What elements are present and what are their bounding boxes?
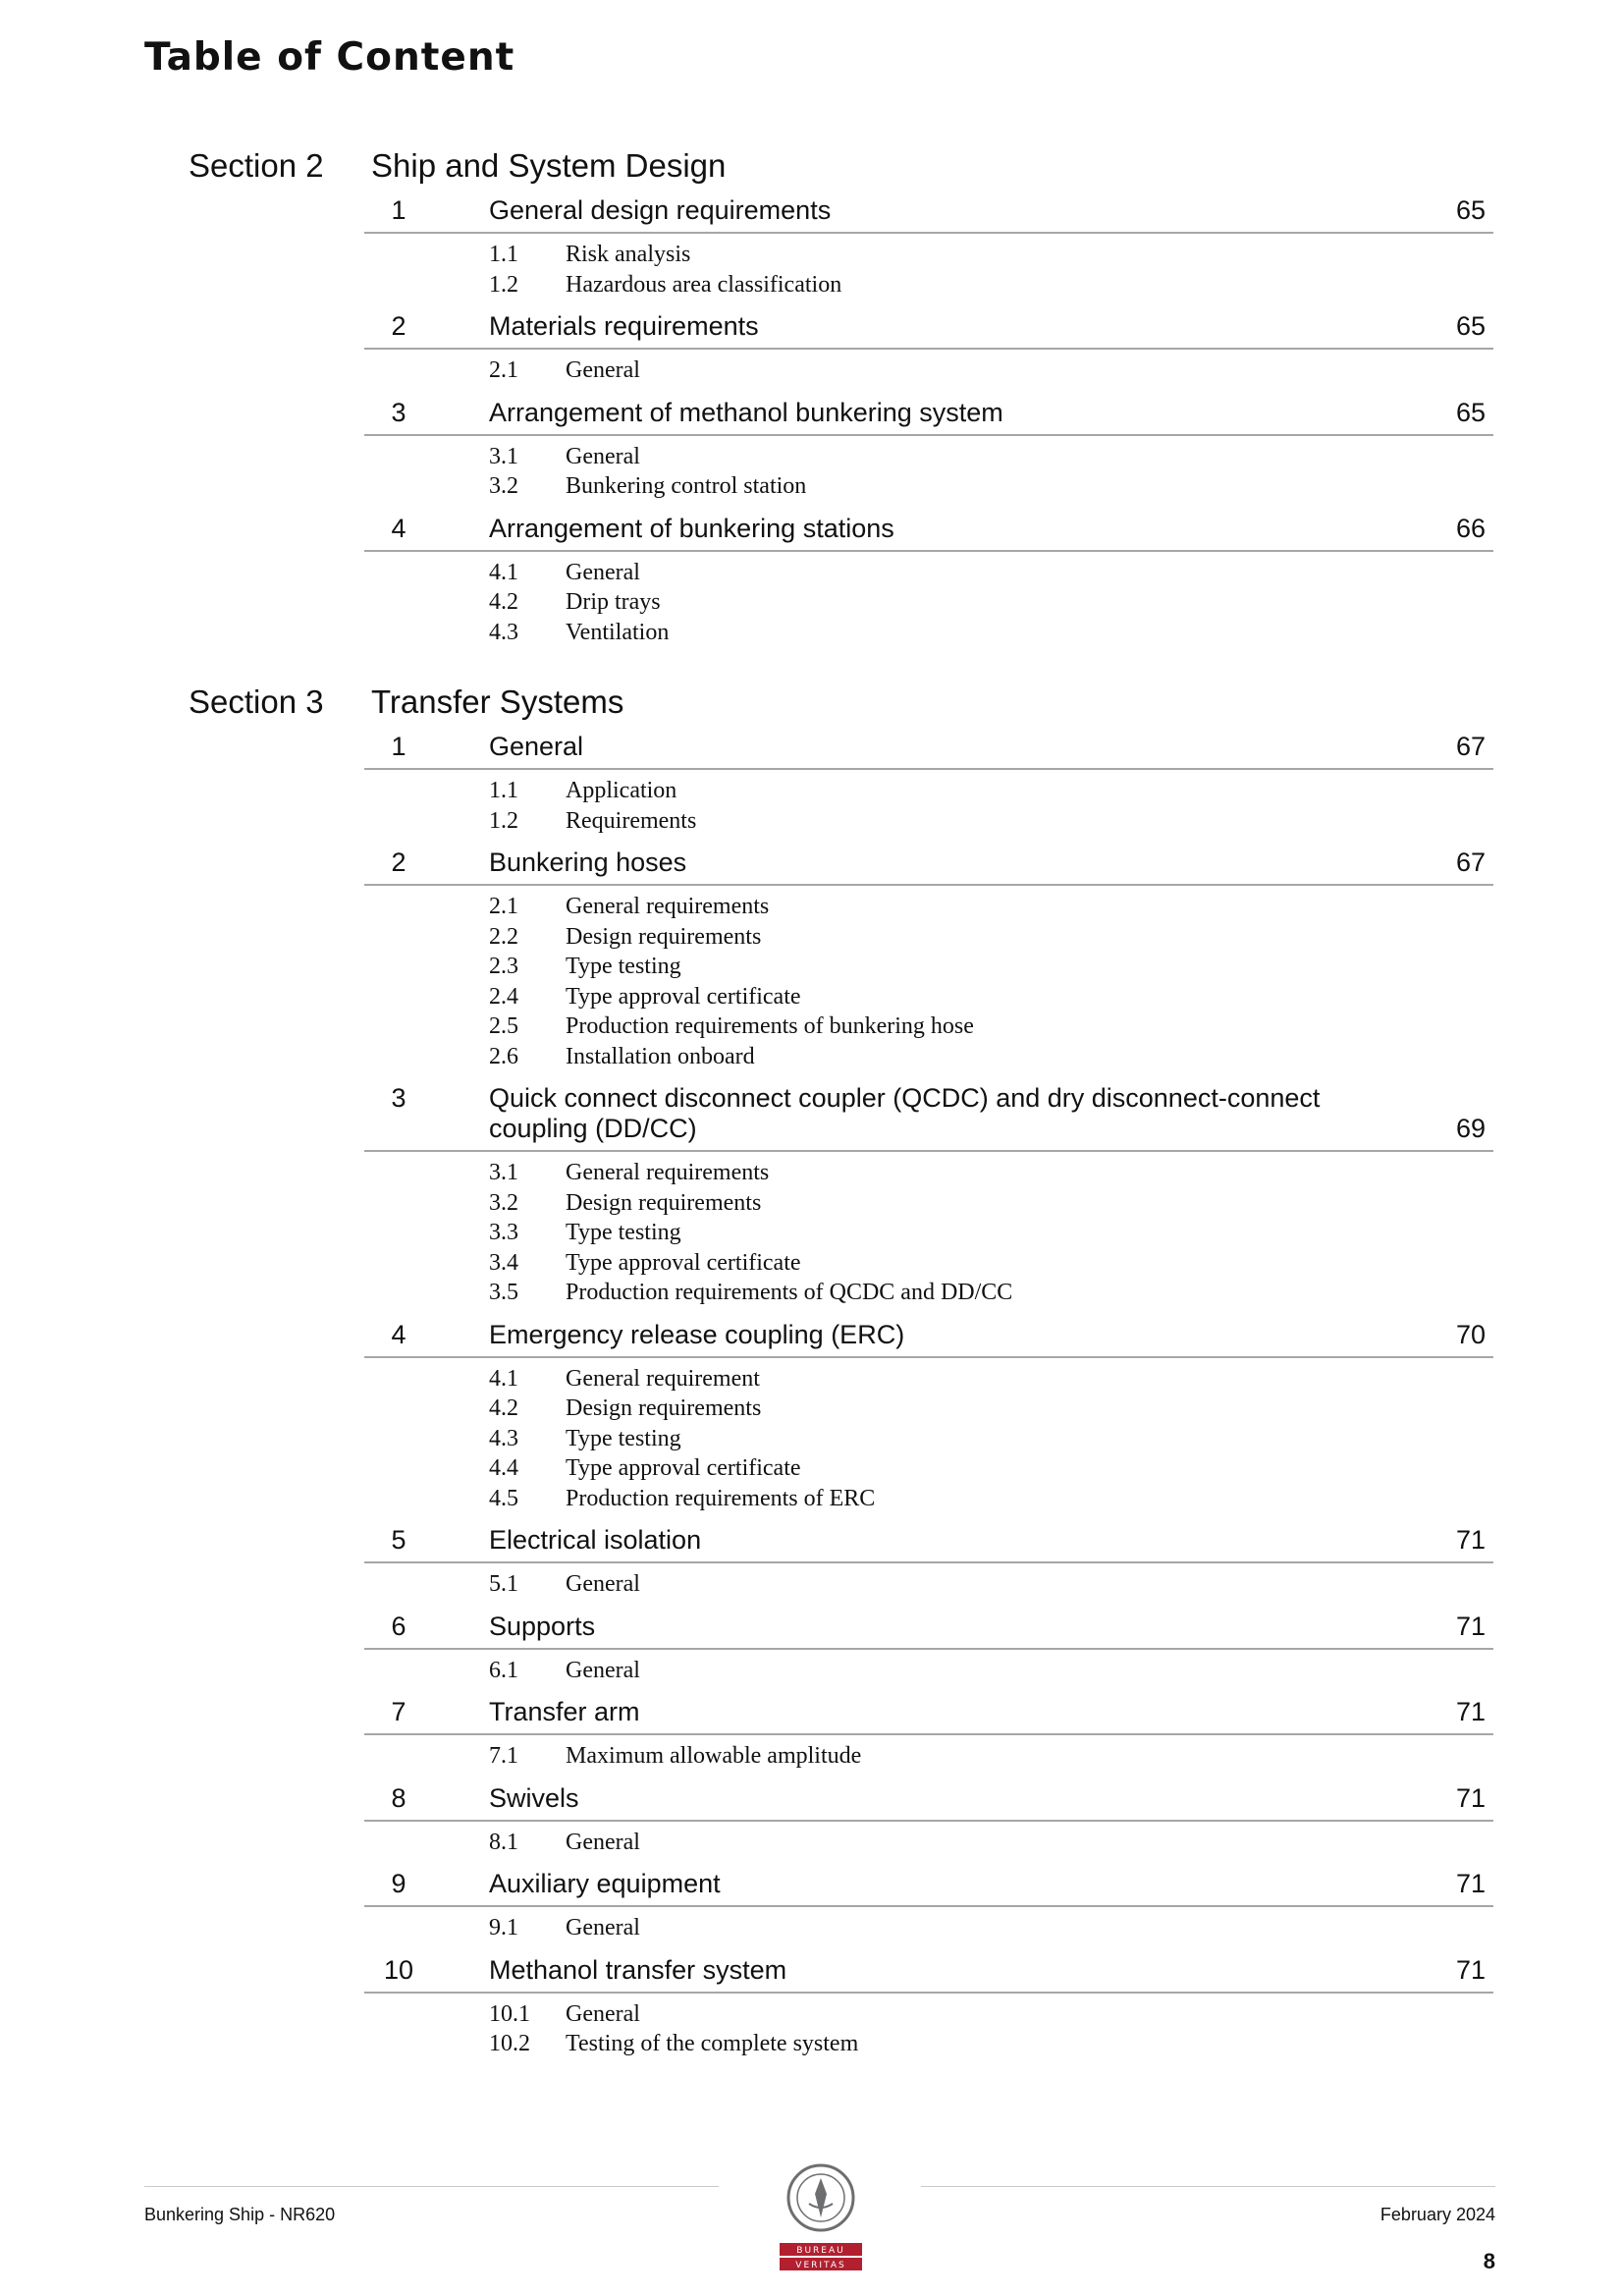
subsection-item[interactable]: [489, 1484, 1493, 1514]
subsection-number: 4.5: [489, 1485, 518, 1511]
subsection-title: Production requirements of bunkering hose: [566, 1013, 974, 1039]
article-heading[interactable]: [364, 398, 1493, 436]
article-page-number[interactable]: 71: [1455, 1611, 1486, 1641]
article-page-number[interactable]: 71: [1455, 1782, 1486, 1813]
subsection-number: 1.1: [489, 778, 518, 803]
article-number: 8: [391, 1782, 406, 1813]
subsection-item[interactable]: [489, 240, 1493, 270]
article-number: 3: [391, 397, 406, 427]
subsection-number: 2.3: [489, 954, 518, 979]
article-title[interactable]: Electrical isolation: [489, 1525, 702, 1555]
subsection-title: Type testing: [566, 1220, 681, 1245]
subsection-number: 1.2: [489, 271, 518, 298]
article-heading[interactable]: [364, 1955, 1493, 1994]
subsection-number: 4.2: [489, 1395, 518, 1421]
toc-article: [364, 1783, 1493, 1870]
article-number: 7: [391, 1697, 406, 1726]
subsection-title: Production requirements of ERC: [566, 1485, 876, 1511]
article-number: 2: [391, 847, 406, 877]
subsection-number: 7.1: [489, 1743, 518, 1769]
article-page-number[interactable]: 65: [1455, 195, 1486, 225]
page-number: 8: [1483, 2249, 1495, 2273]
subsection-number: 4.3: [489, 619, 518, 645]
article-number: 1: [391, 195, 406, 225]
article-title[interactable]: Quick connect disconnect coupler (QCDC) and dry disconnect-connect coupling (DD/CC): [489, 1083, 1321, 1143]
toc-article: [364, 398, 1493, 514]
article-page-number[interactable]: 69: [1455, 1114, 1486, 1143]
subsection-number: 3.5: [489, 1280, 518, 1305]
subsection-item[interactable]: [489, 587, 1493, 618]
subsection-number: 2.4: [489, 983, 518, 1010]
subsection-list: [364, 770, 1493, 847]
subsection-number: 4.2: [489, 589, 518, 615]
article-number: 3: [391, 1083, 406, 1113]
subsection-number: 2.6: [489, 1043, 518, 1069]
article-title[interactable]: Transfer arm: [489, 1697, 640, 1726]
article-number: 4: [391, 1319, 406, 1349]
bureau-veritas-logo: [772, 2157, 870, 2274]
subsection-item[interactable]: [489, 922, 1493, 953]
article-heading[interactable]: [364, 311, 1493, 350]
subsection-number: 9.1: [489, 1915, 518, 1941]
subsection-number: 3.2: [489, 473, 518, 499]
subsection-number: 5.1: [489, 1571, 518, 1597]
subsection-title: General requirements: [566, 1160, 770, 1185]
subsection-number: 2.2: [489, 923, 518, 950]
subsection-item[interactable]: [489, 471, 1493, 502]
subsection-item[interactable]: [489, 776, 1493, 806]
article-title[interactable]: Methanol transfer system: [489, 1954, 787, 1985]
subsection-title: Design requirements: [566, 923, 762, 950]
subsection-number: 3.1: [489, 443, 518, 469]
subsection-number: 2.5: [489, 1013, 518, 1039]
subsection-number: 1.1: [489, 242, 518, 267]
subsection-number: 4.1: [489, 1365, 518, 1392]
toc-article: [364, 195, 1493, 311]
section-header: [0, 142, 1623, 195]
toc-article: [364, 1320, 1493, 1526]
subsection-list: [364, 552, 1493, 660]
article-title[interactable]: Arrangement of bunkering stations: [489, 513, 894, 543]
subsection-title: Maximum allowable amplitude: [566, 1743, 862, 1769]
toc-article: [364, 1697, 1493, 1783]
article-heading[interactable]: [364, 732, 1493, 770]
subsection-number: 10.1: [489, 2000, 530, 2027]
article-title[interactable]: Swivels: [489, 1782, 579, 1813]
subsection-item[interactable]: [489, 982, 1493, 1012]
article-number: 1: [391, 732, 406, 761]
subsection-list: [364, 1735, 1493, 1783]
subsection-title: General: [566, 1829, 640, 1855]
subsection-item[interactable]: [489, 1569, 1493, 1600]
article-page-number[interactable]: 67: [1455, 847, 1486, 877]
subsection-item[interactable]: [489, 355, 1493, 386]
article-page-number[interactable]: 65: [1455, 311, 1486, 341]
subsection-list: [364, 1563, 1493, 1612]
toc-article: [364, 514, 1493, 660]
subsection-list: [364, 1907, 1493, 1955]
subsection-title: Application: [566, 778, 677, 803]
subsection-item[interactable]: [489, 1364, 1493, 1394]
article-title[interactable]: General design requirements: [489, 195, 832, 225]
article-page-number[interactable]: 65: [1455, 397, 1486, 427]
section-label: Section 3: [189, 683, 324, 720]
subsection-number: 4.1: [489, 559, 518, 585]
article-number: 5: [391, 1525, 406, 1555]
article-heading[interactable]: [364, 1869, 1493, 1907]
subsection-item[interactable]: [489, 1158, 1493, 1188]
subsection-title: Installation onboard: [566, 1043, 755, 1069]
subsection-title: Testing of the complete system: [566, 2031, 859, 2056]
subsection-item[interactable]: [489, 1218, 1493, 1248]
subsection-list: [364, 436, 1493, 514]
article-page-number[interactable]: 67: [1455, 732, 1486, 761]
article-number: 10: [383, 1954, 414, 1985]
subsection-item[interactable]: [489, 1913, 1493, 1943]
subsection-title: General: [566, 1915, 640, 1941]
subsection-number: 3.3: [489, 1220, 518, 1245]
subsection-item[interactable]: [489, 1656, 1493, 1686]
subsection-item[interactable]: [489, 1248, 1493, 1279]
svg-text:VERITAS: VERITAS: [795, 2261, 846, 2270]
subsection-item[interactable]: [489, 2029, 1493, 2059]
toc-article: [364, 311, 1493, 398]
article-heading[interactable]: [364, 514, 1493, 552]
article-title[interactable]: Materials requirements: [489, 311, 759, 341]
subsection-item[interactable]: [489, 558, 1493, 588]
article-number: 2: [391, 311, 406, 341]
subsection-list: [364, 234, 1493, 311]
subsection-title: Type approval certificate: [566, 983, 801, 1010]
subsection-list: [364, 1994, 1493, 2071]
article-page-number[interactable]: 71: [1455, 1525, 1486, 1555]
article-heading[interactable]: [364, 847, 1493, 886]
subsection-title: Drip trays: [566, 589, 661, 615]
footer-divider-right: [921, 2186, 1495, 2187]
article-title[interactable]: Bunkering hoses: [489, 847, 687, 877]
article-page-number[interactable]: 70: [1455, 1319, 1486, 1349]
toc-section: [0, 679, 1623, 2071]
article-number: 9: [391, 1869, 406, 1898]
subsection-item[interactable]: [489, 892, 1493, 922]
toc-article: [364, 1083, 1493, 1320]
subsection-item[interactable]: [489, 1278, 1493, 1308]
article-heading[interactable]: [364, 1320, 1493, 1358]
article-heading[interactable]: [364, 1612, 1493, 1650]
article-title[interactable]: General: [489, 732, 584, 761]
subsection-title: Design requirements: [566, 1395, 762, 1421]
subsection-number: 8.1: [489, 1829, 518, 1855]
subsection-list: [364, 1822, 1493, 1870]
subsection-title: Type testing: [566, 1425, 681, 1451]
subsection-title: Requirements: [566, 807, 697, 834]
subsection-number: 1.2: [489, 807, 518, 834]
subsection-title: Type approval certificate: [566, 1249, 801, 1276]
subsection-title: General requirements: [566, 894, 770, 919]
section-label: Section 2: [189, 147, 324, 184]
subsection-list: [364, 886, 1493, 1083]
article-page-number[interactable]: 71: [1455, 1697, 1486, 1726]
subsection-title: General: [566, 1657, 640, 1683]
subsection-number: 4.4: [489, 1455, 518, 1481]
subsection-list: [364, 1650, 1493, 1698]
footer-date: February 2024: [1380, 2205, 1495, 2224]
subsection-item[interactable]: [489, 1999, 1493, 2030]
section-header: [0, 679, 1623, 732]
subsection-title: General: [566, 1571, 640, 1597]
article-title[interactable]: Emergency release coupling (ERC): [489, 1319, 905, 1349]
toc-article: [364, 1869, 1493, 1955]
subsection-item[interactable]: [489, 1828, 1493, 1858]
subsection-title: Hazardous area classification: [566, 271, 842, 298]
subsection-item[interactable]: [489, 952, 1493, 982]
subsection-item[interactable]: [489, 1188, 1493, 1219]
subsection-item[interactable]: [489, 1453, 1493, 1484]
article-title[interactable]: Auxiliary equipment: [489, 1869, 721, 1898]
subsection-number: 3.1: [489, 1160, 518, 1185]
article-heading[interactable]: [364, 1525, 1493, 1563]
subsection-number: 6.1: [489, 1657, 518, 1683]
article-number: 6: [391, 1611, 406, 1641]
subsection-item[interactable]: [489, 1394, 1493, 1424]
article-page-number[interactable]: 71: [1455, 1954, 1486, 1985]
subsection-list: [364, 350, 1493, 398]
subsection-item[interactable]: [489, 618, 1493, 648]
subsection-item[interactable]: [489, 442, 1493, 472]
subsection-item[interactable]: [489, 1741, 1493, 1772]
subsection-item[interactable]: [489, 270, 1493, 301]
footer-document-title: Bunkering Ship - NR620: [144, 2205, 336, 2224]
article-heading[interactable]: [364, 1783, 1493, 1822]
subsection-title: General: [566, 559, 640, 585]
section-title[interactable]: Transfer Systems: [371, 683, 624, 720]
subsection-item[interactable]: [489, 806, 1493, 837]
article-title[interactable]: Supports: [489, 1611, 596, 1641]
subsection-item[interactable]: [489, 1011, 1493, 1042]
subsection-title: Production requirements of QCDC and DD/CC: [566, 1280, 1013, 1305]
subsection-number: 3.2: [489, 1189, 518, 1216]
section-title[interactable]: Ship and System Design: [371, 147, 727, 184]
article-title[interactable]: Arrangement of methanol bunkering system: [489, 397, 1003, 427]
subsection-title: Design requirements: [566, 1189, 762, 1216]
toc-section: [0, 142, 1623, 659]
subsection-number: 10.2: [489, 2031, 530, 2056]
article-heading[interactable]: [364, 1697, 1493, 1735]
subsection-number: 2.1: [489, 357, 518, 383]
toc-article: [364, 1955, 1493, 2071]
toc-article: [364, 1612, 1493, 1698]
subsection-title: Type approval certificate: [566, 1455, 801, 1481]
subsection-number: 2.1: [489, 894, 518, 919]
subsection-list: [364, 1358, 1493, 1526]
toc-article: [364, 847, 1493, 1083]
svg-text:BUREAU: BUREAU: [796, 2246, 845, 2256]
subsection-title: Bunkering control station: [566, 473, 807, 499]
subsection-title: General: [566, 357, 640, 383]
footer-divider-left: [144, 2186, 719, 2187]
subsection-title: Ventilation: [566, 619, 670, 645]
subsection-number: 3.4: [489, 1249, 518, 1276]
article-heading[interactable]: [364, 195, 1493, 234]
subsection-title: General: [566, 443, 640, 469]
subsection-item[interactable]: [489, 1424, 1493, 1454]
page-title: Table of Content: [144, 35, 515, 80]
subsection-list: [364, 1152, 1493, 1320]
subsection-title: Risk analysis: [566, 242, 691, 267]
article-page-number[interactable]: 66: [1455, 513, 1486, 543]
subsection-title: General: [566, 2000, 640, 2027]
article-number: 4: [391, 513, 406, 543]
subsection-title: Type testing: [566, 954, 681, 979]
toc-article: [364, 732, 1493, 847]
subsection-title: General requirement: [566, 1365, 760, 1392]
subsection-item[interactable]: [489, 1042, 1493, 1072]
table-of-contents: [0, 142, 1623, 2091]
subsection-number: 4.3: [489, 1425, 518, 1451]
article-page-number[interactable]: 71: [1455, 1869, 1486, 1898]
toc-article: [364, 1525, 1493, 1612]
article-heading[interactable]: [364, 1083, 1493, 1152]
